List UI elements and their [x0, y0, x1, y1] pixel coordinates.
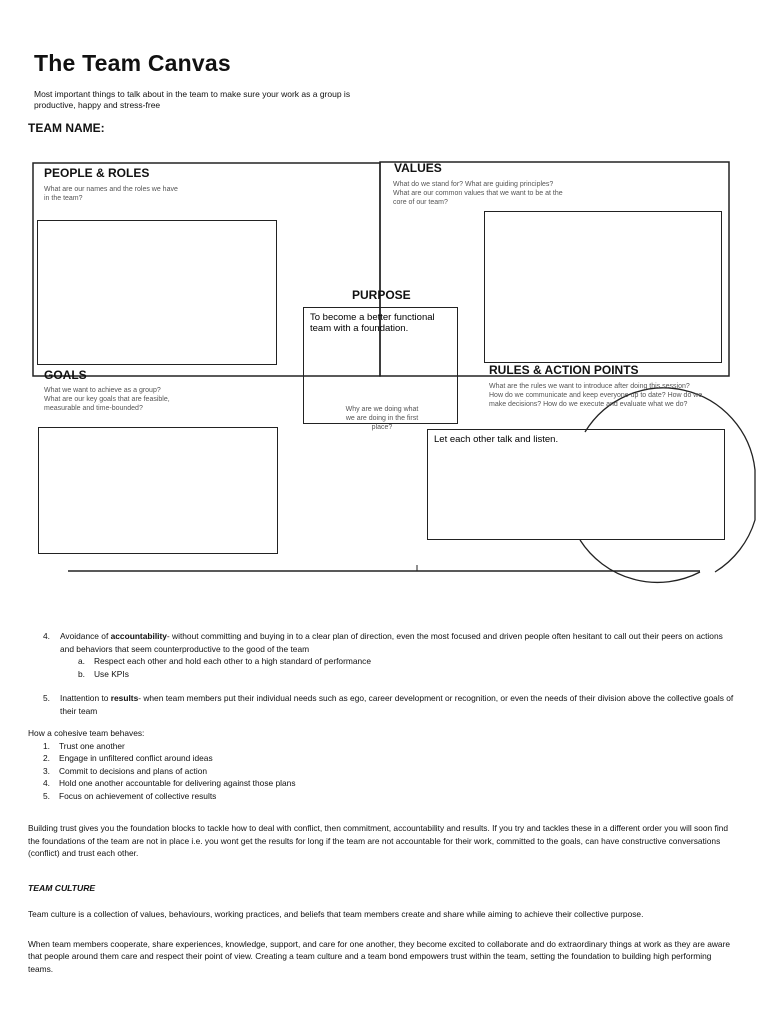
- team-culture-heading: TEAM CULTURE: [28, 882, 96, 893]
- values-prompt: What do we stand for? What are guiding principles? What are our common values that we want to be at the core of our team?: [393, 181, 563, 206]
- list-item-accountability: 4. Avoidance of accountability- without committing and buying in to a clear plan of direction, even the most focused and driven people often hesitant to call out their peers on actions and behaviors that seem counterproductive to the good of the team: [43, 631, 723, 654]
- rules-answer: Let each other talk and listen.: [434, 434, 559, 445]
- values-answer-box[interactable]: [484, 211, 722, 363]
- team-name-label: TEAM NAME:: [28, 121, 105, 135]
- purpose-label: PURPOSE: [352, 288, 411, 302]
- list-item: 1. Trust one another: [43, 740, 125, 751]
- list-item: 4. Hold one another accountable for delivering against those plans: [43, 778, 296, 788]
- purpose-box[interactable]: [303, 307, 458, 431]
- canvas-circle-arc-bottom: [580, 540, 700, 582]
- rules-answer-box[interactable]: [427, 429, 725, 540]
- purpose-answer: To become a better functional team with a foundation.: [310, 312, 435, 334]
- goals-answer-box[interactable]: [38, 427, 278, 554]
- people-roles-prompt: What are our names and the roles we have in the team?: [44, 186, 178, 202]
- rules-prompt: What are the rules we want to introduce after doing this session? How do we communicate and keep everyone up to date? How do we make decisions? How do we execute and evaluate what we do?: [489, 383, 703, 408]
- team-culture-paragraph-1: Team culture is a collection of values, behaviours, working practices, and beliefs that team members create and share while aiming to achieve their collective purpose.: [28, 909, 644, 919]
- list-item: 2. Engage in unfiltered conflict around ideas: [43, 753, 213, 763]
- trust-paragraph: Building trust gives you the foundation blocks to tackle how to deal with conflict, then commitment, accountability and results. If you try and tackles these in a different order you will soon find the foundations of the team are not in place i.e. you wont get the results for long if the team are not accountable for their work, committed to the goals, can have constructive conversations (conflict) and trust each other.: [28, 823, 728, 858]
- goals-prompt: What we want to achieve as a group? What are our key goals that are feasible, measurable and time-bounded?: [44, 387, 170, 412]
- values-label: VALUES: [394, 161, 442, 175]
- sub-item: b. Use KPIs: [78, 668, 129, 679]
- sub-item: a. Respect each other and hold each other to a high standard of performance: [78, 656, 372, 666]
- canvas-subtitle: Most important things to talk about in the team to make sure your work as a group is productive, happy and stress-free: [34, 89, 351, 110]
- people-roles-label: PEOPLE & ROLES: [44, 166, 150, 180]
- purpose-prompt: Why are we doing what we are doing in the first place?: [345, 406, 419, 431]
- rules-label: RULES & ACTION POINTS: [489, 363, 639, 377]
- document-body: [28, 630, 738, 975]
- people-roles-answer-box[interactable]: [37, 220, 277, 365]
- list-item: 5. Focus on achievement of collective results: [43, 790, 217, 801]
- goals-label: GOALS: [44, 368, 87, 382]
- list-item: 3. Commit to decisions and plans of action: [43, 765, 208, 776]
- canvas-title: The Team Canvas: [34, 50, 231, 76]
- cohesive-heading: How a cohesive team behaves:: [28, 728, 145, 738]
- list-item-results: 5. Inattention to results- when team members put their individual needs such as ego, career development or recognition, or even the needs of their division above the collective goals of their team: [43, 693, 734, 716]
- team-culture-paragraph-2: When team members cooperate, share experiences, knowledge, support, and care for one another, they become excited to collaborate and do extraordinary things at work as they are aware that people around them care and respect their point of view. Creating a team culture and a team bond empowers trust within the team, setting the foundation to building high performing teams.: [28, 938, 731, 974]
